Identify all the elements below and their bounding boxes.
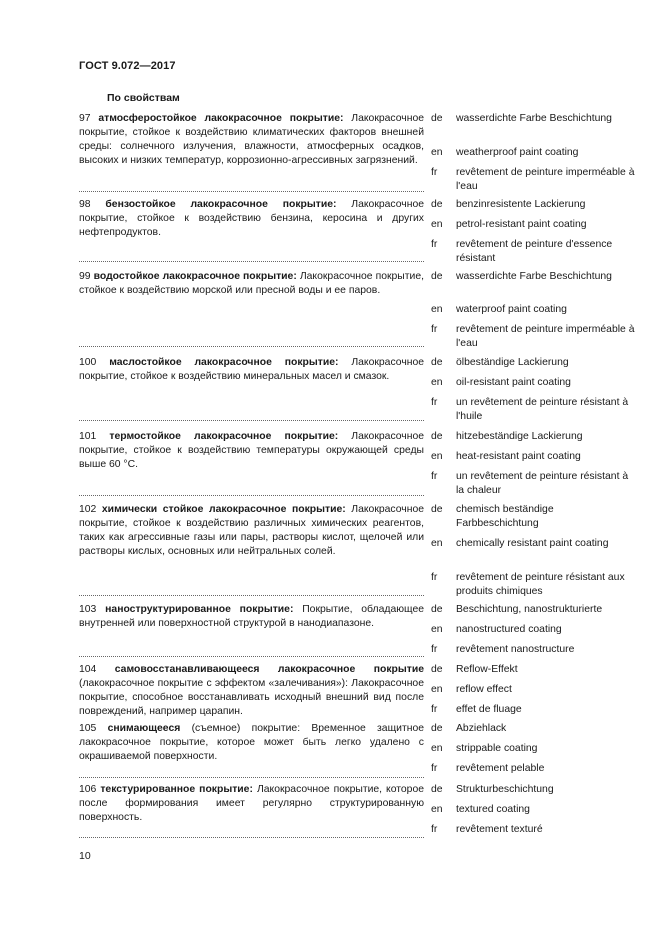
entry-definition: Лакокрасочное покрытие, стойкое к воздействию минеральных масел и смазок. xyxy=(79,357,425,382)
entry-term: водостойкое лакокрасочное покрытие: xyxy=(93,271,297,282)
separator xyxy=(79,346,424,347)
entry-term: бензостойкое лакокрасочное покрытие: xyxy=(105,199,337,210)
entry-98 xyxy=(79,198,424,240)
entry-104 xyxy=(79,663,424,719)
entry-term: текстурированное покрытие: xyxy=(100,784,253,795)
entry-definition: Лакокрасочное покрытие, которое после формирования имеет регулярно структурированную поверхность. xyxy=(79,784,425,823)
entry-number: 101 xyxy=(79,431,97,442)
entry-number: 103 xyxy=(79,604,97,615)
entry-term: химически стойкое лакокрасочное покрытие: xyxy=(101,504,346,515)
entry-term: снимающееся xyxy=(107,723,181,734)
entry-term: маслостойкое лакокрасочное покрытие: xyxy=(109,357,339,368)
entry-definition: Лакокрасочное покрытие, стойкое к воздействию различных химических реагентов, таких как агрессивные газы или пары, растворы кислот, щелочей или растворы кислых, основных или нейтральных солей. xyxy=(79,504,424,557)
entry-definition: Лакокрасочное покрытие, стойкое к воздействию температуры окружающей среды выше 60 °С. xyxy=(79,431,425,470)
entry-99 xyxy=(79,270,424,298)
entry-103 xyxy=(79,603,424,631)
entry-number: 105 xyxy=(79,723,97,734)
separator xyxy=(79,777,424,778)
entry-definition: Лакокрасочное покрытие, стойкое к воздействию морской или пресной воды и ее паров. xyxy=(79,271,425,296)
entry-number: 98 xyxy=(79,199,91,210)
entry-number: 99 xyxy=(79,271,91,282)
separator xyxy=(79,261,424,262)
entry-term: атмосферостойкое лакокрасочное покрытие: xyxy=(98,113,344,124)
entry-definition: Лакокрасочное покрытие, стойкое к воздействию бензина, керосина и других нефтепродуктов. xyxy=(79,199,424,238)
separator xyxy=(79,595,424,596)
entry-102 xyxy=(79,503,424,559)
entry-100 xyxy=(79,356,424,384)
entry-term: наноструктурированное покрытие: xyxy=(105,604,294,615)
entry-97 xyxy=(79,112,424,168)
document-header: ГОСТ 9.072—2017 xyxy=(79,60,176,72)
entry-definition: Покрытие, обладающее внутренней или поверхностной структурой в нанодиапазоне. xyxy=(79,604,425,629)
entry-definition: (съемное) покрытие: Временное защитное лакокрасочное покрытие, которое может быть легко удалено с окрашиваемой поверхности. xyxy=(79,723,424,762)
separator xyxy=(79,837,424,838)
entry-term: самовосстанавливающееся лакокрасочное покрытие xyxy=(114,664,424,675)
entry-105 xyxy=(79,722,424,764)
entry-definition: (лакокрасочное покрытие с эффектом «залечивания»): Лакокрасочное покрытие, способное восстанавливать исходный внешний вид после повреждений, например царапин. xyxy=(79,678,424,717)
separator xyxy=(79,656,424,657)
entry-number: 102 xyxy=(79,504,97,515)
entry-number: 100 xyxy=(79,357,97,368)
entry-term: термостойкое лакокрасочное покрытие: xyxy=(109,431,339,442)
entry-number: 104 xyxy=(79,664,97,675)
section-title: По свойствам xyxy=(107,92,180,104)
entry-106 xyxy=(79,783,424,825)
separator xyxy=(79,420,424,421)
entry-101 xyxy=(79,430,424,472)
entry-number: 106 xyxy=(79,784,97,795)
page-number: 10 xyxy=(79,850,91,862)
separator xyxy=(79,495,424,496)
entry-number: 97 xyxy=(79,113,91,124)
separator xyxy=(79,191,424,192)
entry-definition: Лакокрасочное покрытие, стойкое к воздействию климатических факторов внешней среды: солнечного излучения, влажности, атмосферных осадков, высоких и низких температур, коррозионно-агрессивных загрязнений. xyxy=(79,113,424,166)
